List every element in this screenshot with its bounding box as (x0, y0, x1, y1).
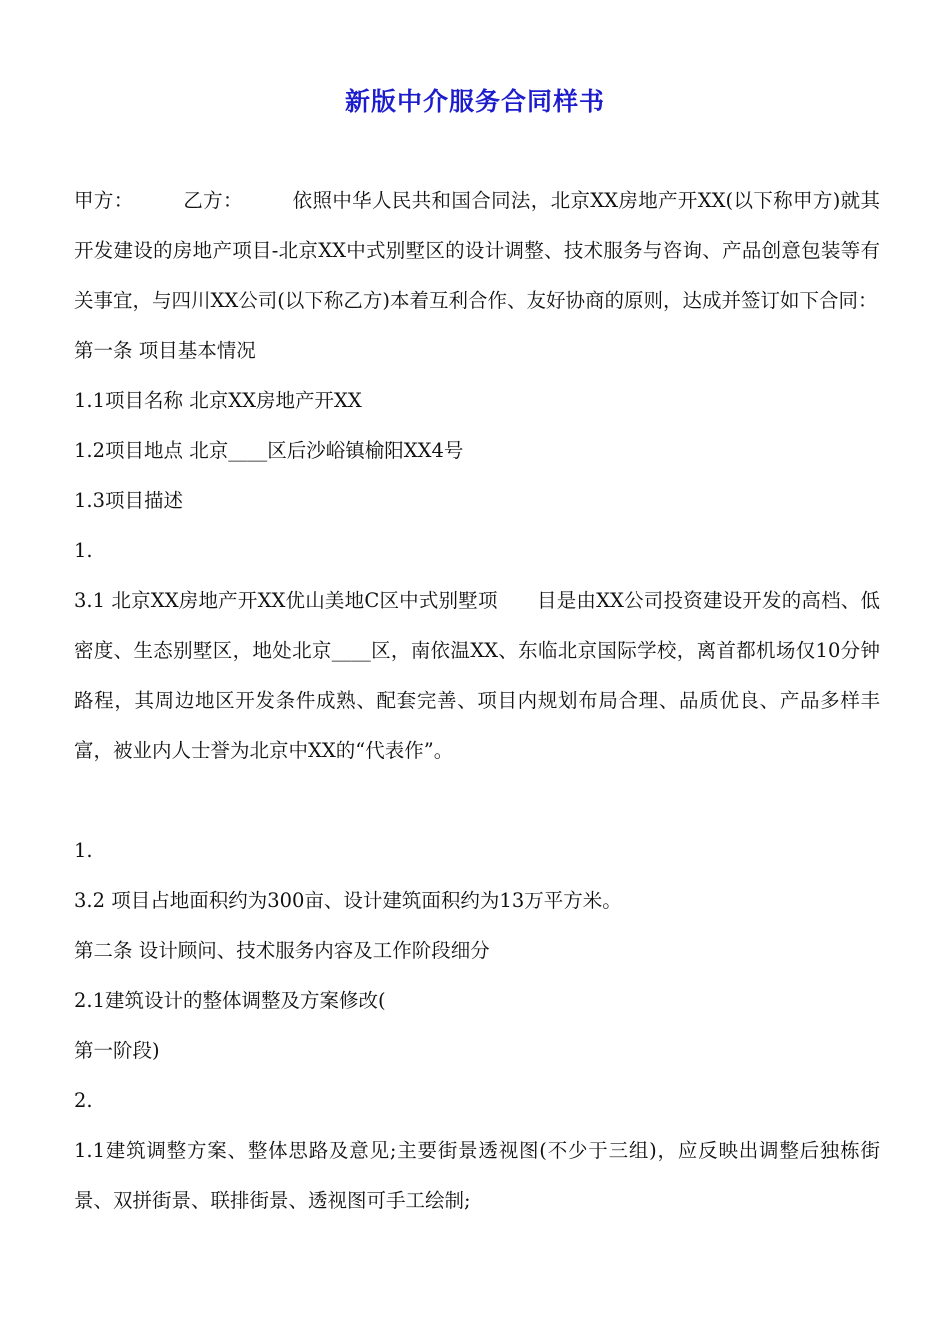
clause-3-1: 3.1 北京XX房地产开XX优山美地C区中式别墅项 目是由XX公司投资建设开发的高档、低密度、生态别墅区，地处北京____区，南依温XX、东临北京国际学校，离首都机场仅10分钟路程，其周边地区开发条件成熟、配套完善、项目内规划布局合理、品质优良、产品多样丰富，被业内人士誉为北京中XX的“代表作”。 (74, 589, 881, 762)
clause-2-1-continued: 第一阶段) (74, 1039, 160, 1062)
clause-number-fragment: 2. (74, 1089, 93, 1112)
clause-1-1-detail: 1.1建筑调整方案、整体思路及意见;主要街景透视图(不少于三组)，应反映出调整后独栋街景、双拼街景、联排街景、透视图可手工绘制; (74, 1139, 880, 1212)
article-2-heading: 第二条 设计顾问、技术服务内容及工作阶段细分 (74, 939, 490, 962)
document-body (74, 176, 880, 1226)
clause-1-1: 1.1项目名称 北京XX房地产开XX (74, 389, 362, 412)
clause-number-fragment: 1. (74, 539, 93, 562)
intro-paragraph: 甲方： 乙方： 依照中华人民共和国合同法，北京XX房地产开XX(以下称甲方)就其开发建设的房地产项目-北京XX中式别墅区的设计调整、技术服务与咨询、产品创意包装等有关事宜，与四川XX公司(以下称乙方)本着互利合作、友好协商的原则，达成并签订如下合同： (74, 189, 880, 312)
paragraph-gap (74, 776, 880, 826)
clause-1-2: 1.2项目地点 北京____区后沙峪镇榆阳XX4号 (74, 439, 464, 462)
document-title: 新版中介服务合同样书 (344, 87, 605, 116)
clause-1-3: 1.3项目描述 (74, 489, 184, 512)
clause-number-fragment: 1. (74, 839, 93, 862)
article-1-heading: 第一条 项目基本情况 (74, 339, 256, 362)
clause-2-1: 2.1建筑设计的整体调整及方案修改( (74, 989, 386, 1012)
clause-3-2: 3.2 项目占地面积约为300亩、设计建筑面积约为13万平方米。 (74, 889, 622, 912)
